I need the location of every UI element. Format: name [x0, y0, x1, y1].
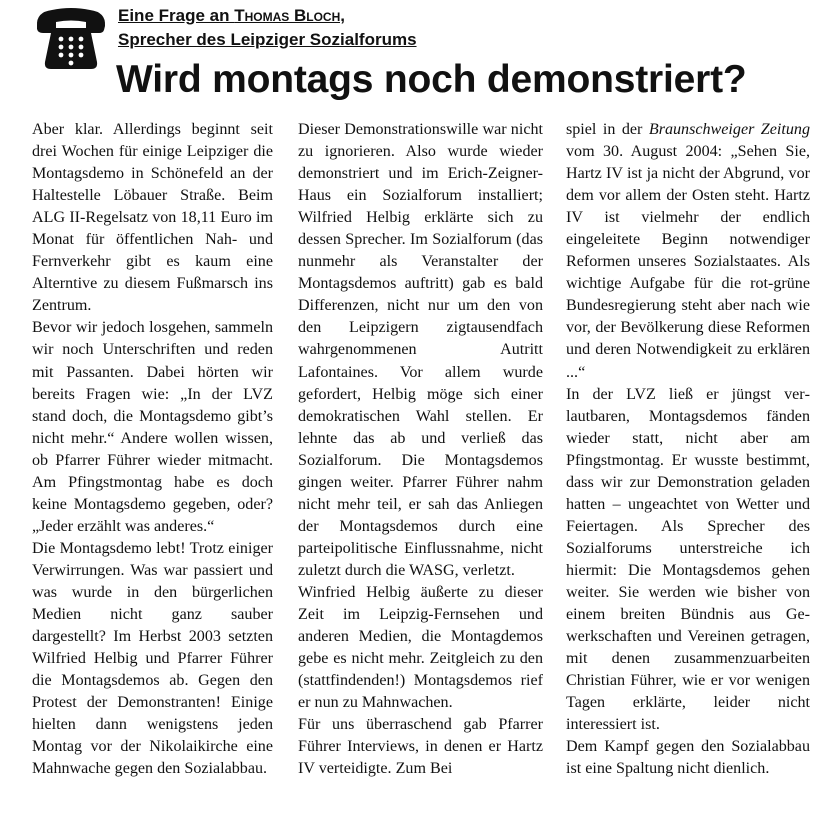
paragraph: Dieser Demonstrationswille war nicht zu ignorieren. Also wurde wieder demonstriert und im Erich-Zeigner-Haus ein Sozialforum installiert; Wilfried Helbig erklärte sich zu dessen Sprecher. Im Sozialforum (das nunmehr als Veranstalter der Montagsdemos auftritt) gab es bald Differenzen, nicht nur um den von den Leipzigern zigtausendfach wahrgenommenen Autritt Lafontaines. Vor allem wurde gefordert, Helbig möge sich einer demokratischen Wahl stellen. Er lehnte das ab und verließ das Sozialforum. Die Montagsdemos gingen weiter. Pfarrer Führer nahm nicht mehr teil, er sah das Anliegen der Montagsdemos durch eine parteipolitische Einflussnahme, nicht zuletzt durch die WASG, verletzt.: [298, 121, 543, 579]
publication-name: Braunschweiger Zeitung: [648, 121, 810, 138]
paragraph: Die Montagsdemo lebt! Trotz einiger Verwirrungen. Was war passiert und was wurde in den bürgerlichen Medien nicht ganz sauber dargestellt? Im Herbst 2003 setzten Wilfried Helbig und Pfarrer Führer die Montagsdemos ab. Gegen den Protest der Demonstranten! Einige hielten dann wenigstens jeden Montag vor der Nikolaikirche eine Mahnwache gegen den Sozialabbau.: [32, 539, 273, 778]
kicker-line-1: [118, 6, 345, 26]
paragraph: Aber klar. Allerdings beginnt seit drei Wochen für einige Leipziger die Montagsdemo in Schönefeld an der Haltestelle Löbauer Straße. Beim ALG II-Regelsatz von 18,11 Euro im Monat für öffentlichen Nah- und Fernverkehr gibt es kaum eine Alterntive zu diesem Fußmarsch ins Zentrum.: [32, 121, 273, 315]
kicker-line-2: Sprecher des Leipziger Sozialforums: [118, 30, 417, 49]
paragraph: Für uns überraschend gab Pfarrer Führer Interviews, in denen er Hartz IV verteidigte. Zum Bei: [298, 716, 543, 778]
paragraph: spiel in der Braunschweiger Zeitung vom 30. August 2004: „Sehen Sie, Hartz IV ist ja nicht der Abgrund, vor dem vor allem der Osten steht. Hartz IV ist vielmehr der endlich eingeleitete Beginn notwendiger Reformen unseres Sozialstaates. Als wichtige Aufgabe für die rot-grüne Bundesregierung steht aber nach wie vor, der Bevölkerung diese Reformen und deren Notwendigkeit zu erklären ...“: [566, 121, 810, 381]
kicker-name: Thomas Bloch,: [234, 6, 345, 25]
kicker-prefix: Eine Frage an: [118, 6, 235, 25]
paragraph: In der LVZ ließ er jüngst verlautbaren, Montagsdemos fänden wieder statt, nicht aber am Pfingstmontag. Er wusste bestimmt, dass wir zur Demonstration geladen hatten – ungeachtet von Wetter und Feiertagen. Als Sprecher des Sozialforums unterstreiche ich hiermit: Die Montagsdemos gehen weiter. Sie werden wie bisher von einem breiten Bündnis aus Gewerkschaften und Vereinen getragen, mit denen zusammenzuarbeiten Christian Führer, wie er vor wenigen Tagen erklärte, leider nicht interessiert ist.: [566, 385, 810, 734]
paragraph: Dem Kampf gegen den Sozialabbau ist eine Spaltung nicht dienlich.: [566, 738, 810, 778]
telephone-icon: [34, 6, 108, 72]
paragraph: Winfried Helbig äußerte zu dieser Zeit im Leipzig-Fernsehen und anderen Medien, die Montagdemos gebe es nicht mehr. Zeitgleich zu den (stattfindenden!) Montagsdemos rief er nun zu Mahnwachen.: [298, 583, 543, 712]
paragraph: Bevor wir jedoch losgehen, sammeln wir noch Unterschriften und reden mit Passanten. Dabei hörten wir bereits Fragen wie: „In der LVZ stand doch, die Montagsdemo gibt’s nicht mehr.“ Andere wollen wissen, ob Pfarrer Führer wieder mitmacht. Am Pfingstmontag habe es doch keine Montagsdemo gegeben, oder? „Jeder erzählt was anderes.“: [32, 319, 273, 535]
article-column-3: [566, 119, 810, 780]
article-column-1: [32, 119, 273, 780]
article-column-2: [298, 119, 543, 780]
headline: Wird montags noch demonstriert?: [116, 58, 747, 101]
